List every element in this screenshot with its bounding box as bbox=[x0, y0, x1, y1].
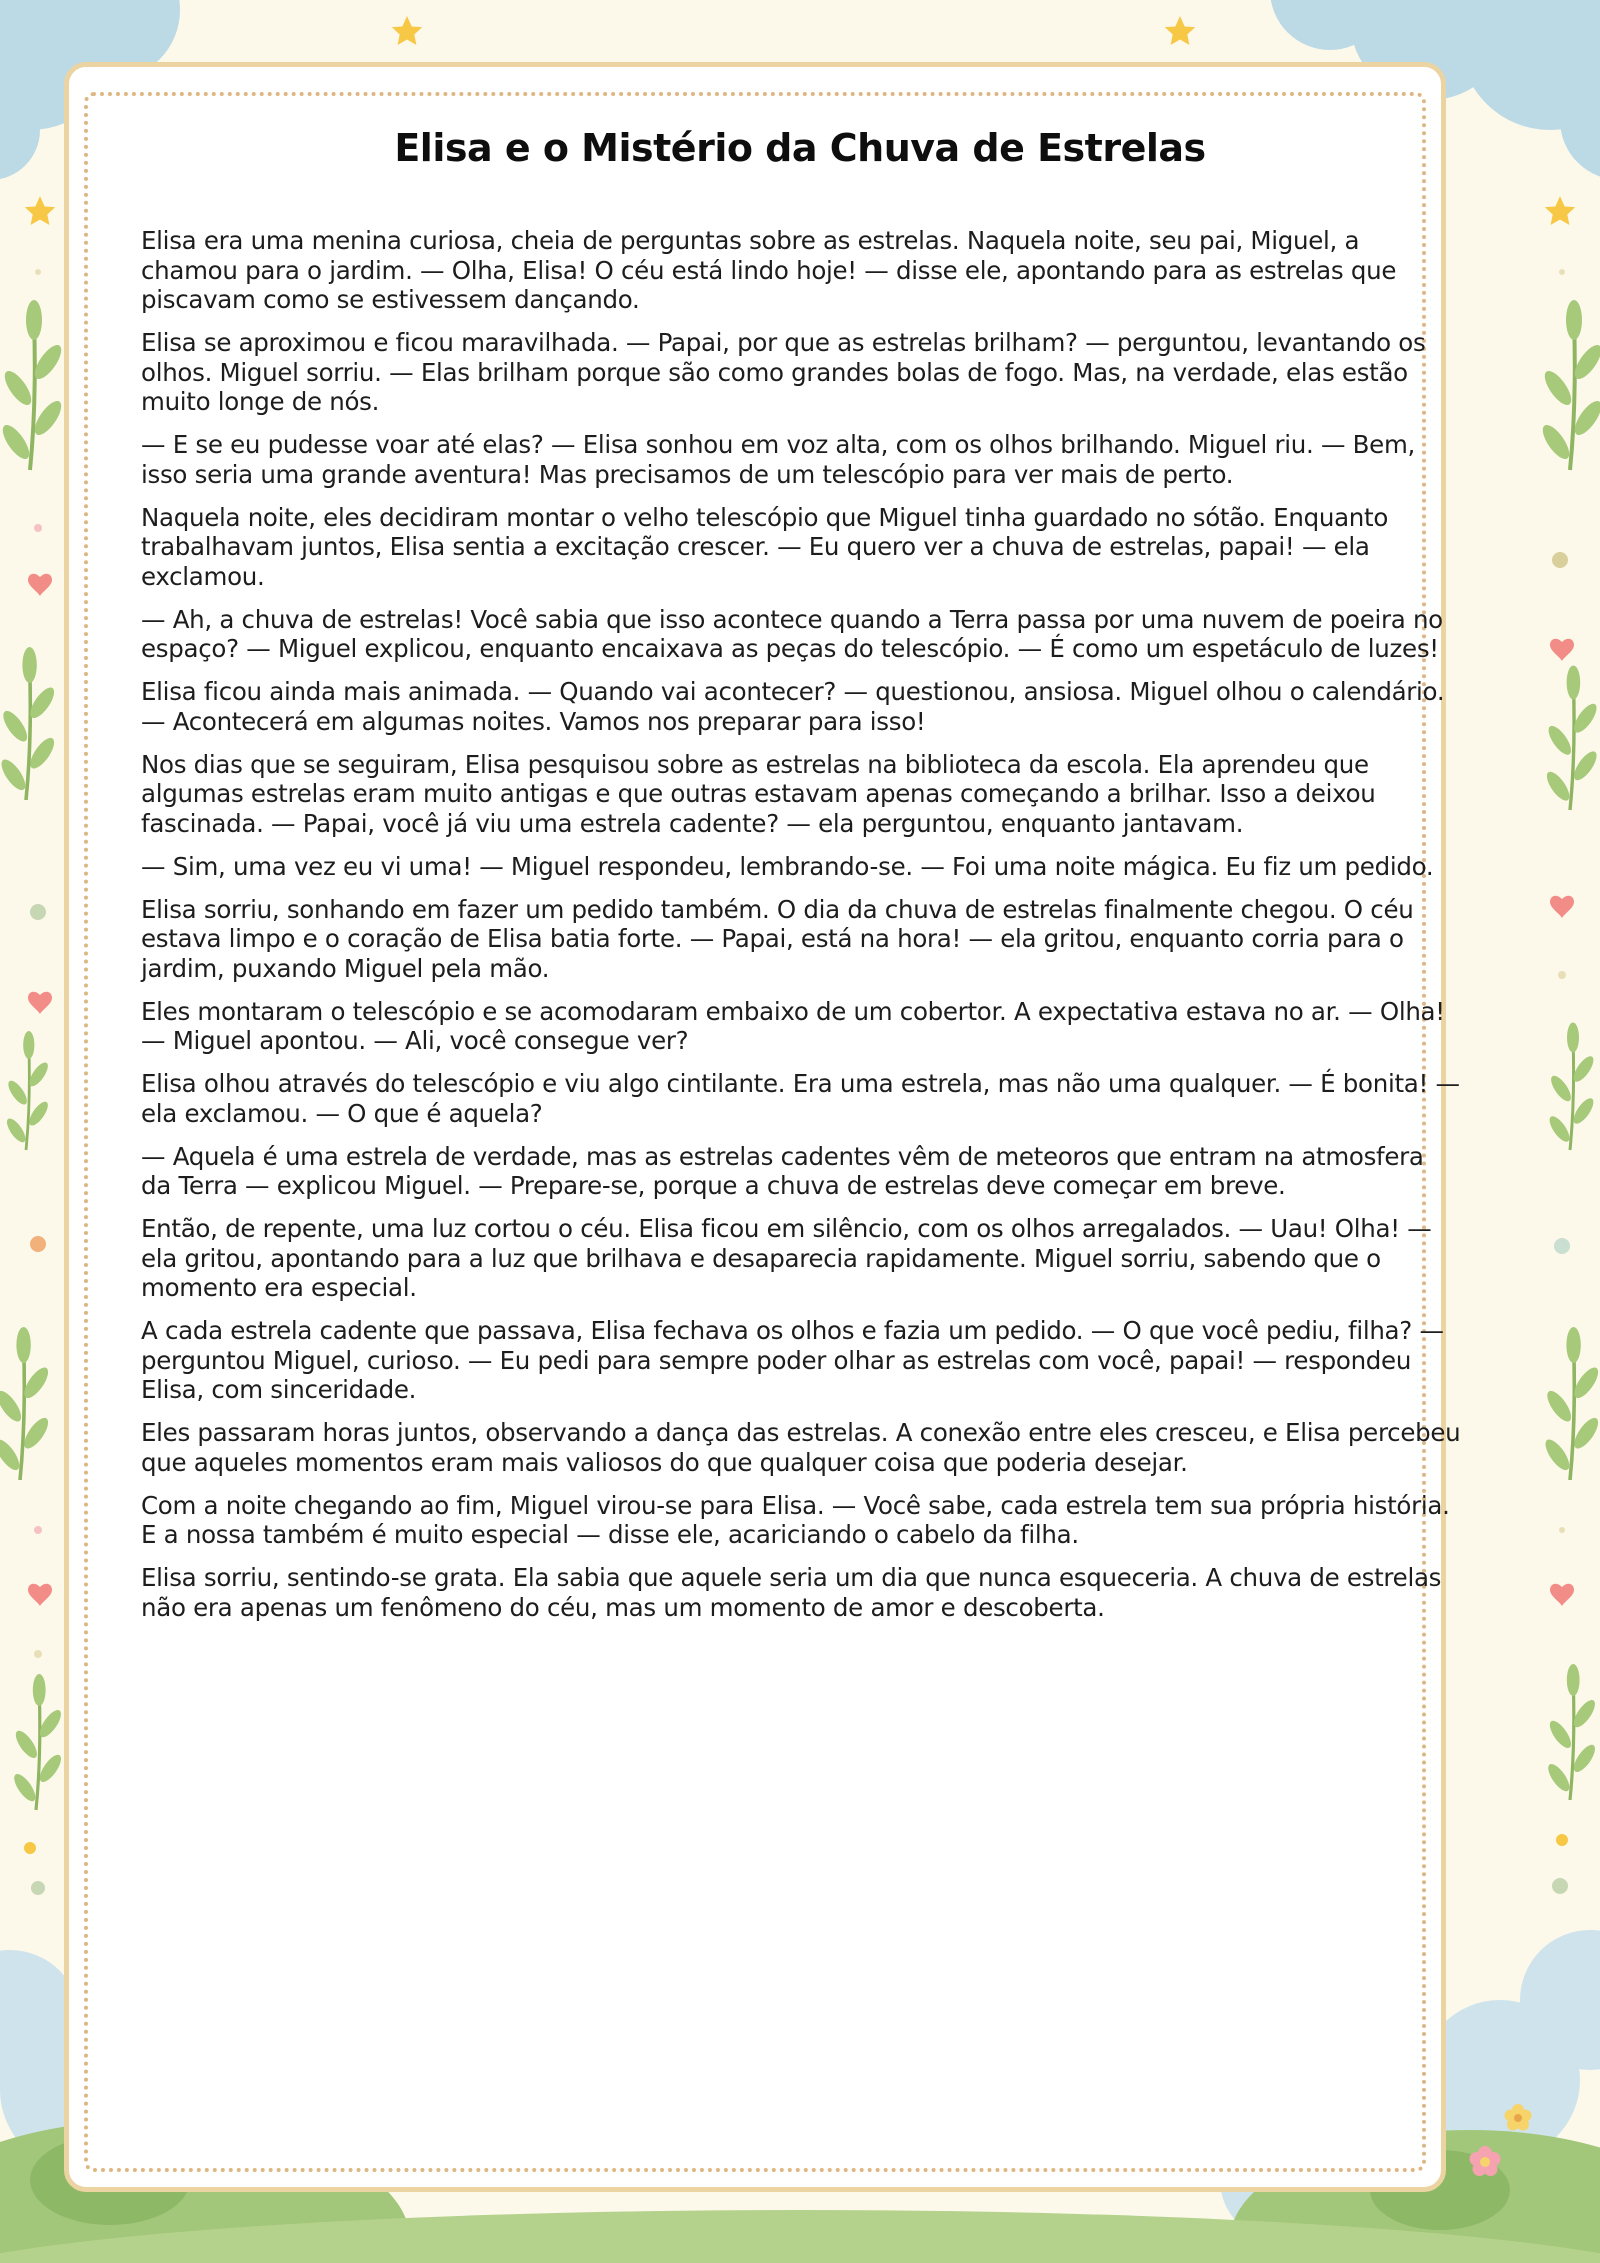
story-paragraph: Elisa sorriu, sonhando em fazer um pedido também. O dia da chuva de estrelas finalmente chegou. O céu estava limpo e o coração de Elisa batia forte. — Papai, está na hora! — ela gritou, enquanto corria para o jardim, puxando Miguel pela mão. bbox=[141, 894, 1414, 983]
story-paragraph: — Ah, a chuva de estrelas! Você sabia que isso acontece quando a Terra passa por uma nuvem de poeira no espaço? — Miguel explicou, enquanto encaixava as peças do telescópio. — É como um espetáculo de luzes! bbox=[141, 604, 1443, 663]
story-paragraph: Elisa ficou ainda mais animada. — Quando vai acontecer? — questionou, ansiosa. Miguel olhou o calendário. — Acontecerá em algumas noites. Vamos nos preparar para isso! bbox=[141, 677, 1445, 736]
story-paragraph: Com a noite chegando ao fim, Miguel virou-se para Elisa. — Você sabe, cada estrela tem sua própria história. E a nossa também é muito especial — disse ele, acariciando o cabelo da filha. bbox=[141, 1490, 1450, 1549]
story-paragraph: A cada estrela cadente que passava, Elisa fechava os olhos e fazia um pedido. — O que você pediu, filha? — perguntou Miguel, curioso. — Eu pedi para sempre poder olhar as estrelas com você, papai! — respondeu Elisa, com sinceridade. bbox=[141, 1316, 1444, 1404]
story-title: Elisa e o Mistério da Chuva de Estrelas bbox=[394, 126, 1206, 170]
story-paragraph: Então, de repente, uma luz cortou o céu. Elisa ficou em silêncio, com os olhos arregalados. — Uau! Olha! — ela gritou, apontando para a luz que brilhava e desaparecia rapidamente. Miguel sorriu, sabendo que o momento era especial. bbox=[141, 1214, 1432, 1302]
story-paragraph: Naquela noite, eles decidiram montar o velho telescópio que Miguel tinha guardado no sótão. Enquanto trabalhavam juntos, Elisa sentia a excitação crescer. — Eu quero ver a chuva de estrelas, papai! — ela exclamou. bbox=[141, 502, 1389, 591]
story-paragraph: — E se eu pudesse voar até elas? — Elisa sonhou em voz alta, com os olhos brilhando. Miguel riu. — Bem, isso seria uma grande aventura! Mas precisamos de um telescópio para ver mais de perto. bbox=[141, 430, 1416, 489]
story-paragraph: Elisa se aproximou e ficou maravilhada. — Papai, por que as estrelas brilham? — perguntou, levantando os olhos. Miguel sorriu. — Elas brilham porque são como grandes bolas de fogo. Mas, na verdade, elas estão muito longe de nós. bbox=[141, 328, 1426, 416]
story-paragraph: Eles montaram o telescópio e se acomodaram embaixo de um cobertor. A expectativa estava no ar. — Olha! — Miguel apontou. — Ali, você consegue ver? bbox=[141, 996, 1445, 1055]
story-body bbox=[141, 226, 1461, 1636]
story-paragraph: Nos dias que se seguiram, Elisa pesquisou sobre as estrelas na biblioteca da escola. Ela aprendeu que algumas estrelas eram muito antigas e que outras estavam apenas começando a brilhar. Isso a deixou fascinada. — Papai, você já viu uma estrela cadente? — ela perguntou, enquanto jantavam. bbox=[141, 749, 1376, 838]
story-paragraph: Eles passaram horas juntos, observando a dança das estrelas. A conexão entre eles cresceu, e Elisa percebeu que aqueles momentos eram mais valiosos do que qualquer coisa que poderia desejar. bbox=[141, 1418, 1461, 1477]
story-paragraph: — Aquela é uma estrela de verdade, mas as estrelas cadentes vêm de meteoros que entram na atmosfera da Terra — explicou Miguel. — Prepare-se, porque a chuva de estrelas deve começar em breve. bbox=[141, 1141, 1424, 1200]
story-paragraph: Elisa era uma menina curiosa, cheia de perguntas sobre as estrelas. Naquela noite, seu pai, Miguel, a chamou para o jardim. — Olha, Elisa! O céu está lindo hoje! — disse ele, apontando para as estrelas que piscavam como se estivessem dançando. bbox=[141, 226, 1397, 314]
story-paragraph: Elisa olhou através do telescópio e viu algo cintilante. Era uma estrela, mas não uma qualquer. — É bonita! — ela exclamou. — O que é aquela? bbox=[141, 1069, 1460, 1128]
story-paragraph: Elisa sorriu, sentindo-se grata. Ela sabia que aquele seria um dia que nunca esqueceria. A chuva de estrelas não era apenas um fenômeno do céu, mas um momento de amor e descoberta. bbox=[141, 1563, 1442, 1622]
story-paragraph: — Sim, uma vez eu vi uma! — Miguel respondeu, lembrando-se. — Foi uma noite mágica. Eu fiz um pedido. bbox=[141, 851, 1434, 881]
